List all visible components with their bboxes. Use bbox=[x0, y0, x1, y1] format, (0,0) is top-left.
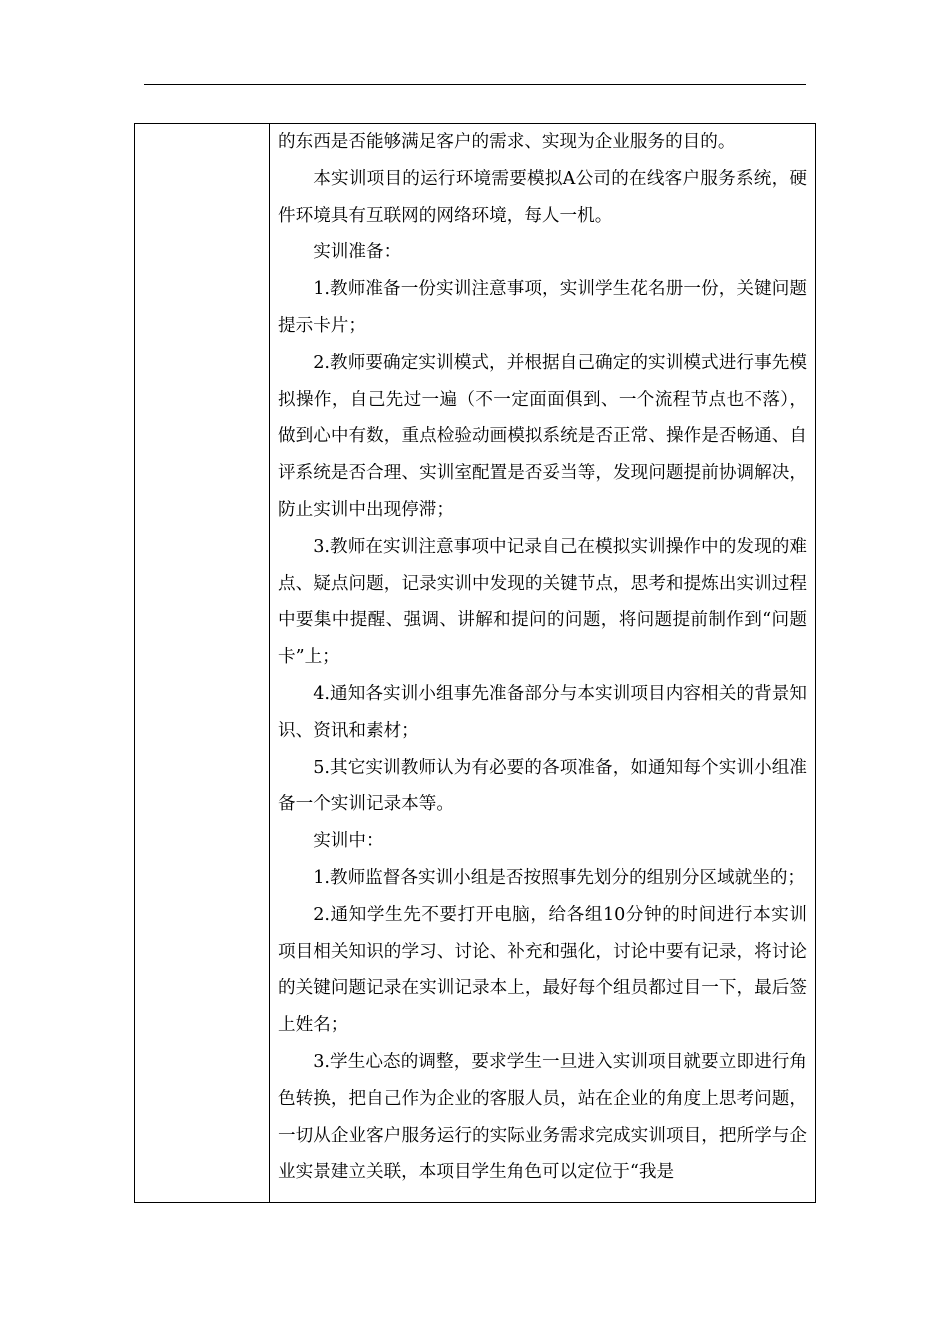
list-item: 5.其它实训教师认为有必要的各项准备，如通知每个实训小组准备一个实训记录本等。 bbox=[278, 757, 807, 815]
table-left-cell bbox=[135, 124, 270, 1202]
header-rule bbox=[144, 84, 806, 85]
section-heading: 实训中： bbox=[313, 831, 384, 852]
table-content-cell bbox=[270, 124, 815, 1202]
list-item: 1.教师准备一份实训注意事项，实训学生花名册一份，关键问题提示卡片； bbox=[278, 279, 807, 336]
list-item: 3.教师在实训注意事项中记录自己在模拟实训操作中的发现的难点、疑点问题，记录实训中发现的关键节点，思考和提炼出实训过程中要集中提醒、强调、讲解和提问的问题，将问题提前制作到“问题卡”上； bbox=[278, 536, 807, 668]
section-heading: 实训准备： bbox=[313, 242, 402, 263]
list-item: 2.通知学生先不要打开电脑，给各组10分钟的时间进行本实训项目相关知识的学习、讨论、补充和强化，讨论中要有记录，将讨论的关键问题记录在实训记录本上，最好每个组员都过目一下，最后签上姓名； bbox=[278, 904, 807, 1036]
paragraph: 的东西是否能够满足客户的需求、实现为企业服务的目的。 bbox=[278, 132, 736, 152]
list-item: 3.学生心态的调整，要求学生一旦进入实训项目就要立即进行角色转换，把自己作为企业的客服人员，站在企业的角度上思考问题，一切从企业客户服务运行的实际业务需求完成实训项目，把所学与企业实景建立关联，本项目学生角色可以定位于“我是 bbox=[278, 1051, 807, 1183]
list-item: 4.通知各实训小组事先准备部分与本实训项目内容相关的背景知识、资讯和素材； bbox=[278, 683, 807, 741]
list-item: 1.教师监督各实训小组是否按照事先划分的组别分区域就坐的； bbox=[313, 867, 806, 888]
document-table bbox=[134, 123, 816, 1203]
paragraph: 本实训项目的运行环境需要模拟A公司的在线客户服务系统，硬件环境具有互联网的网络环境，每人一机。 bbox=[278, 168, 807, 226]
list-item: 2.教师要确定实训模式，并根据自己确定的实训模式进行事先模拟操作，自己先过一遍（不一定面面俱到、一个流程节点也不落），做到心中有数，重点检验动画模拟系统是否正常、操作是否畅通、自评系统是否合理、实训室配置是否妥当等，发现问题提前协调解决，防止实训中出现停滞； bbox=[278, 352, 807, 520]
